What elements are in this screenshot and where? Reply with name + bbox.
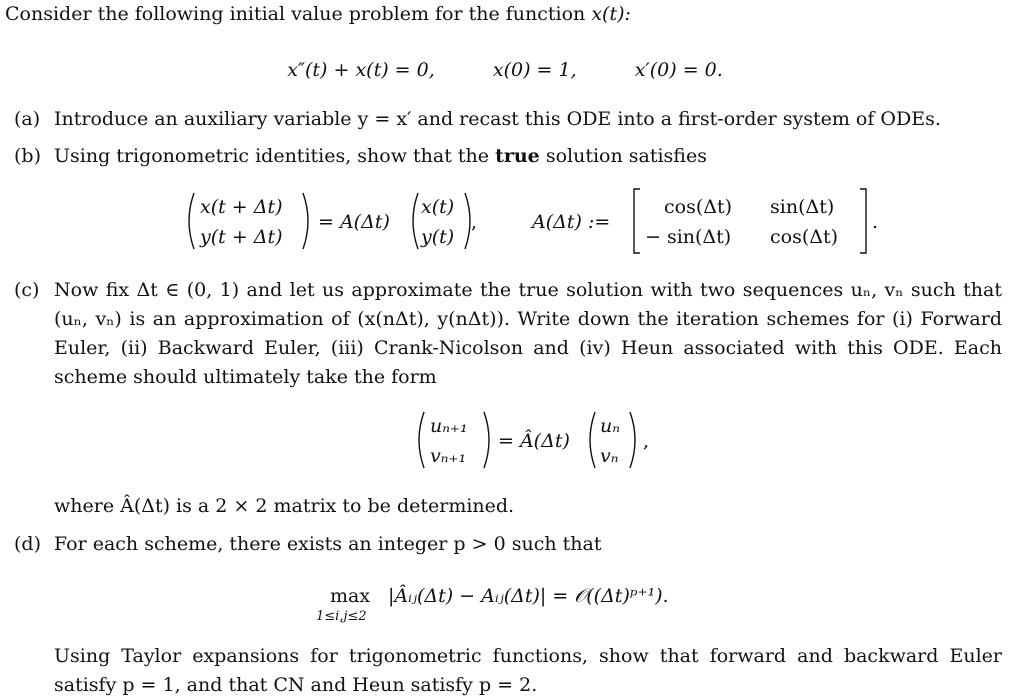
ivp-equation <box>0 56 1010 85</box>
item-a <box>14 105 1004 134</box>
ivp-ode: x″(t) + x(t) = 0, <box>287 59 435 81</box>
eq-c-rhs-bot: vₙ <box>600 445 619 467</box>
equation-d <box>0 578 1010 628</box>
eq-b-lhs-lparen <box>189 193 194 249</box>
ivp-ic1: x(0) = 1, <box>492 59 577 81</box>
item-b-text <box>54 142 1002 171</box>
eq-c-lhs-bot: vₙ₊₁ <box>430 445 467 467</box>
item-d-text: For each scheme, there exists an integer p > 0 such that <box>54 533 602 555</box>
eq-b-m11: cos(Δt) <box>664 196 733 218</box>
eq-c-rhs-top: uₙ <box>600 415 620 437</box>
item-d-after-text: Using Taylor expansions for trigonometric functions, show that forward and backward Euler satisfy p = 1, and that CN and Heun satisfy p = 2. <box>54 645 1002 696</box>
eq-b-def: A(Δt) := <box>532 211 611 233</box>
eq-b-rhs-rparen <box>465 193 470 249</box>
eq-c-lhs-top: uₙ₊₁ <box>430 415 468 437</box>
eq-b-matrix-rbracket <box>860 189 866 253</box>
eq-b-mid: = A(Δt) <box>318 211 390 233</box>
eq-b-matrix-lbracket <box>634 189 640 253</box>
eq-c-mid: = Â(Δt) <box>498 430 570 452</box>
item-c-text: Now fix Δt ∈ (0, 1) and let us approximate the true solution with two sequences uₙ, vₙ such that (uₙ, vₙ) is an approximation of (x(nΔt), y(nΔt)). Write down the iteration schemes for (i) Forward Euler, (ii) Backward Euler, (iii) Crank-Nicolson and (iv) Heun associated with this ODE. Each scheme should ultimately take the form <box>54 279 1002 388</box>
eq-b-rhs-lparen <box>413 193 418 249</box>
intro-text: Consider the following initial value problem for the function <box>5 3 586 25</box>
eq-b-lhs-bot: y(t + Δt) <box>200 226 283 248</box>
ivp-ic2: x′(0) = 0. <box>634 59 723 81</box>
eq-b-m22: cos(Δt) <box>770 226 839 248</box>
eq-c-rhs-rparen <box>630 412 635 468</box>
intro-function: x(t): <box>591 3 631 25</box>
item-c-after <box>14 492 1004 521</box>
item-d-label: (d) <box>14 533 41 555</box>
item-a-label: (a) <box>14 108 41 130</box>
eq-b-rhs-top: x(t) <box>421 196 455 218</box>
eq-b-rhs-bot: y(t) <box>421 226 455 248</box>
eq-b-m21: − sin(Δt) <box>645 226 732 248</box>
item-c <box>14 276 1004 392</box>
item-d <box>14 530 1004 559</box>
item-b-text-after: solution satisfies <box>545 145 707 167</box>
eq-c-lhs-lparen <box>419 412 424 468</box>
eq-c-lhs-rparen <box>484 412 489 468</box>
item-c-label: (c) <box>14 279 40 301</box>
eq-c-comma: , <box>643 430 650 452</box>
equation-b <box>0 185 1010 257</box>
eq-b-period: . <box>872 211 879 233</box>
eq-d-sub: 1≤i,j≤2 <box>316 609 367 624</box>
eq-b-m12: sin(Δt) <box>770 196 835 218</box>
eq-b-lhs-top: x(t + Δt) <box>200 196 283 218</box>
eq-b-comma: , <box>471 211 478 233</box>
eq-b-lhs-rparen <box>303 193 308 249</box>
item-b-text-before: Using trigonometric identities, show that the <box>54 145 490 167</box>
item-b-bold: true <box>495 145 540 167</box>
eq-d-expr: |Âᵢⱼ(Δt) − Aᵢⱼ(Δt)| = 𝒪((Δt)ᵖ⁺¹). <box>388 585 669 607</box>
equation-c <box>0 404 1010 476</box>
eq-c-rhs-lparen <box>590 412 595 468</box>
eq-d-max: max <box>330 585 371 607</box>
item-b-label: (b) <box>14 145 41 167</box>
item-a-text: Introduce an auxiliary variable y = x′ and recast this ODE into a first-order system of ODEs. <box>54 108 941 130</box>
item-b <box>14 142 1004 171</box>
item-c-after-text: where Â(Δt) is a 2 × 2 matrix to be determined. <box>54 495 515 517</box>
item-d-after <box>14 642 1004 700</box>
intro-paragraph <box>5 0 1005 29</box>
